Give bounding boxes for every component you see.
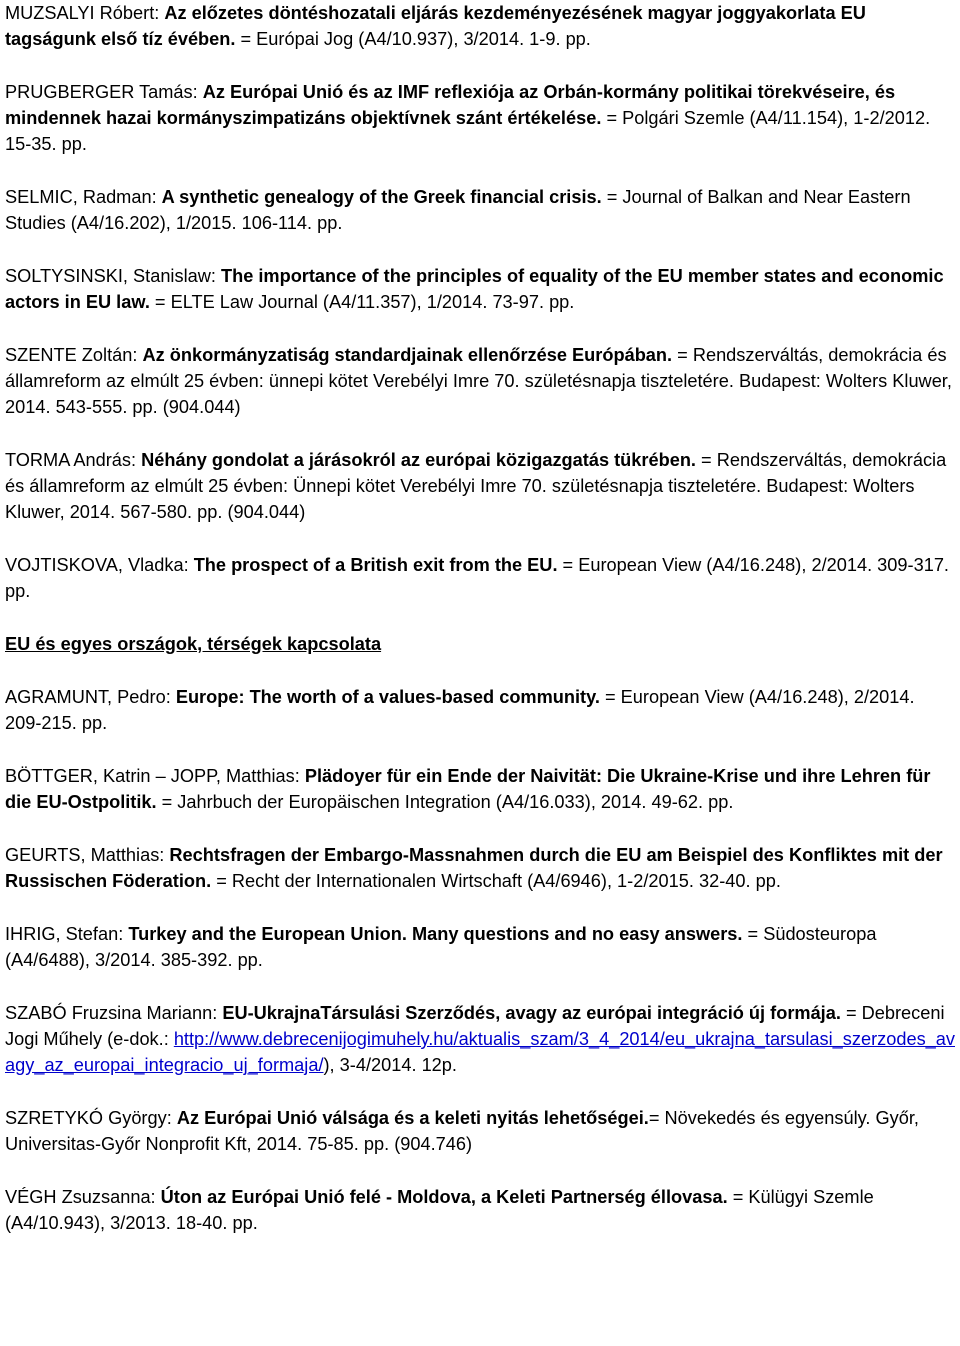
bib-entry-torma [5,447,955,525]
entry-link[interactable]: http://www.debrecenijogimuhely.hu/aktualis_szam/3_4_2014/eu_ukrajna_tarsulasi_szerzodes_avagy_az_europai_integracio_uj_formaja/ [5,1029,955,1075]
bib-entry-geurts [5,842,955,894]
entry-source: = European View (A4/16.248), 2/2014. 309-317. pp. [5,555,949,601]
entry-author: SZENTE Zoltán: [5,345,143,365]
entry-source-end: ), 3-4/2014. 12p. [323,1055,457,1075]
bib-entry-vegh [5,1184,955,1236]
entry-source: = Südosteuropa (A4/6488), 3/2014. 385-392. pp. [5,924,877,970]
entry-title: Plädoyer für ein Ende der Naivität: Die Ukraine-Krise und ihre Lehren für die EU-Ostpolitik. [5,766,931,812]
bib-entry-szabo [5,1000,955,1078]
entry-title: Turkey and the European Union. Many questions and no easy answers. [128,924,743,944]
entry-title: A synthetic genealogy of the Greek financial crisis. [161,187,602,207]
entry-author: MUZSALYI Róbert: [5,3,165,23]
entry-author: BÖTTGER, Katrin – JOPP, Matthias: [5,766,305,786]
entry-title: Az Európai Unió válsága és a keleti nyitás lehetőségei. [176,1108,649,1128]
entry-title: Az Európai Unió és az IMF reflexiója az Orbán-kormány politikai törekvéseire, és mindennek hazai kormányszimpatizáns objektívnek szánt értékelése. [5,82,896,128]
entry-source: = Jahrbuch der Europäischen Integration (A4/16.033), 2014. 49-62. pp. [156,792,734,812]
bib-entry-selmic [5,184,955,236]
entry-title: EU-UkrajnaTársulási Szerződés, avagy az európai integráció új formája. [222,1003,841,1023]
entry-source: = Növekedés és egyensúly. Győr, Universitas-Győr Nonprofit Kft, 2014. 75-85. pp. (904.746) [5,1108,919,1154]
entry-source: = Rendszerváltás, demokrácia és államreform az elmúlt 25 évben: ünnepi kötet Verebélyi Imre 70. születésnapja tiszteletére. Budapest: Wolters Kluwer, 2014. 543-555. pp. (904.044) [5,345,952,417]
entry-author: VOJTISKOVA, Vladka: [5,555,194,575]
bib-entry-szretyko [5,1105,955,1157]
entry-author: PRUGBERGER Tamás: [5,82,203,102]
entry-title: The prospect of a British exit from the EU. [193,555,558,575]
entry-source: = ELTE Law Journal (A4/11.357), 1/2014. 73-97. pp. [149,292,575,312]
entry-source: = Debreceni Jogi Műhely (e-dok.: [5,1003,945,1049]
entry-author: AGRAMUNT, Pedro: [5,687,176,707]
entry-title: Úton az Európai Unió felé - Moldova, a Keleti Partnerség éllovasa. [160,1187,728,1207]
entry-author: SZRETYKÓ György: [5,1108,177,1128]
entry-source: = Európai Jog (A4/10.937), 3/2014. 1-9. pp. [235,29,591,49]
entry-source: = Recht der Internationalen Wirtschaft (A4/6946), 1-2/2015. 32-40. pp. [211,871,781,891]
bib-entry-muzsalyi [5,0,955,52]
entry-title: Az előzetes döntéshozatali eljárás kezdeményezésének magyar joggyakorlata EU tagságunk első tíz évében. [5,3,866,49]
bib-entry-szente [5,342,955,420]
bib-entry-soltysinski [5,263,955,315]
entry-title: Az önkormányzatiság standardjainak ellenőrzése Európában. [142,345,673,365]
entry-title: Europe: The worth of a values-based community. [175,687,600,707]
entry-author: SZABÓ Fruzsina Mariann: [5,1003,223,1023]
bib-entry-vojtiskova [5,552,955,604]
entry-source: = Journal of Balkan and Near Eastern Studies (A4/16.202), 1/2015. 106-114. pp. [5,187,911,233]
entry-source: = Rendszerváltás, demokrácia és államreform az elmúlt 25 évben: Ünnepi kötet Verebélyi Imre 70. születésnapja tiszteletére. Budapest: Wolters Kluwer, 2014. 567-580. pp. (904.044) [5,450,947,522]
entry-author: GEURTS, Matthias: [5,845,170,865]
entry-source: = European View (A4/16.248), 2/2014. 209-215. pp. [5,687,915,733]
entry-title: Rechtsfragen der Embargo-Massnahmen durch die EU am Beispiel des Konfliktes mit der Russischen Föderation. [5,845,943,891]
entry-author: TORMA András: [5,450,142,470]
bib-entry-prugberger [5,79,955,157]
section-heading: EU és egyes országok, térségek kapcsolata [5,634,382,654]
entry-source: = Polgári Szemle (A4/11.154), 1-2/2012. 15-35. pp. [5,108,931,154]
entry-author: IHRIG, Stefan: [5,924,129,944]
entry-author: SOLTYSINSKI, Stanislaw: [5,266,221,286]
bib-entry-ihrig [5,921,955,973]
bib-entry-bottger [5,763,955,815]
entry-title: The importance of the principles of equality of the EU member states and economic actors in EU law. [5,266,944,312]
entry-title: Néhány gondolat a járásokról az európai közigazgatás tükrében. [141,450,696,470]
entry-source: = Külügyi Szemle (A4/10.943), 3/2013. 18-40. pp. [5,1187,874,1233]
bib-entry-agramunt [5,684,955,736]
entry-author: SELMIC, Radman: [5,187,162,207]
entry-author: VÉGH Zsuzsanna: [5,1187,161,1207]
